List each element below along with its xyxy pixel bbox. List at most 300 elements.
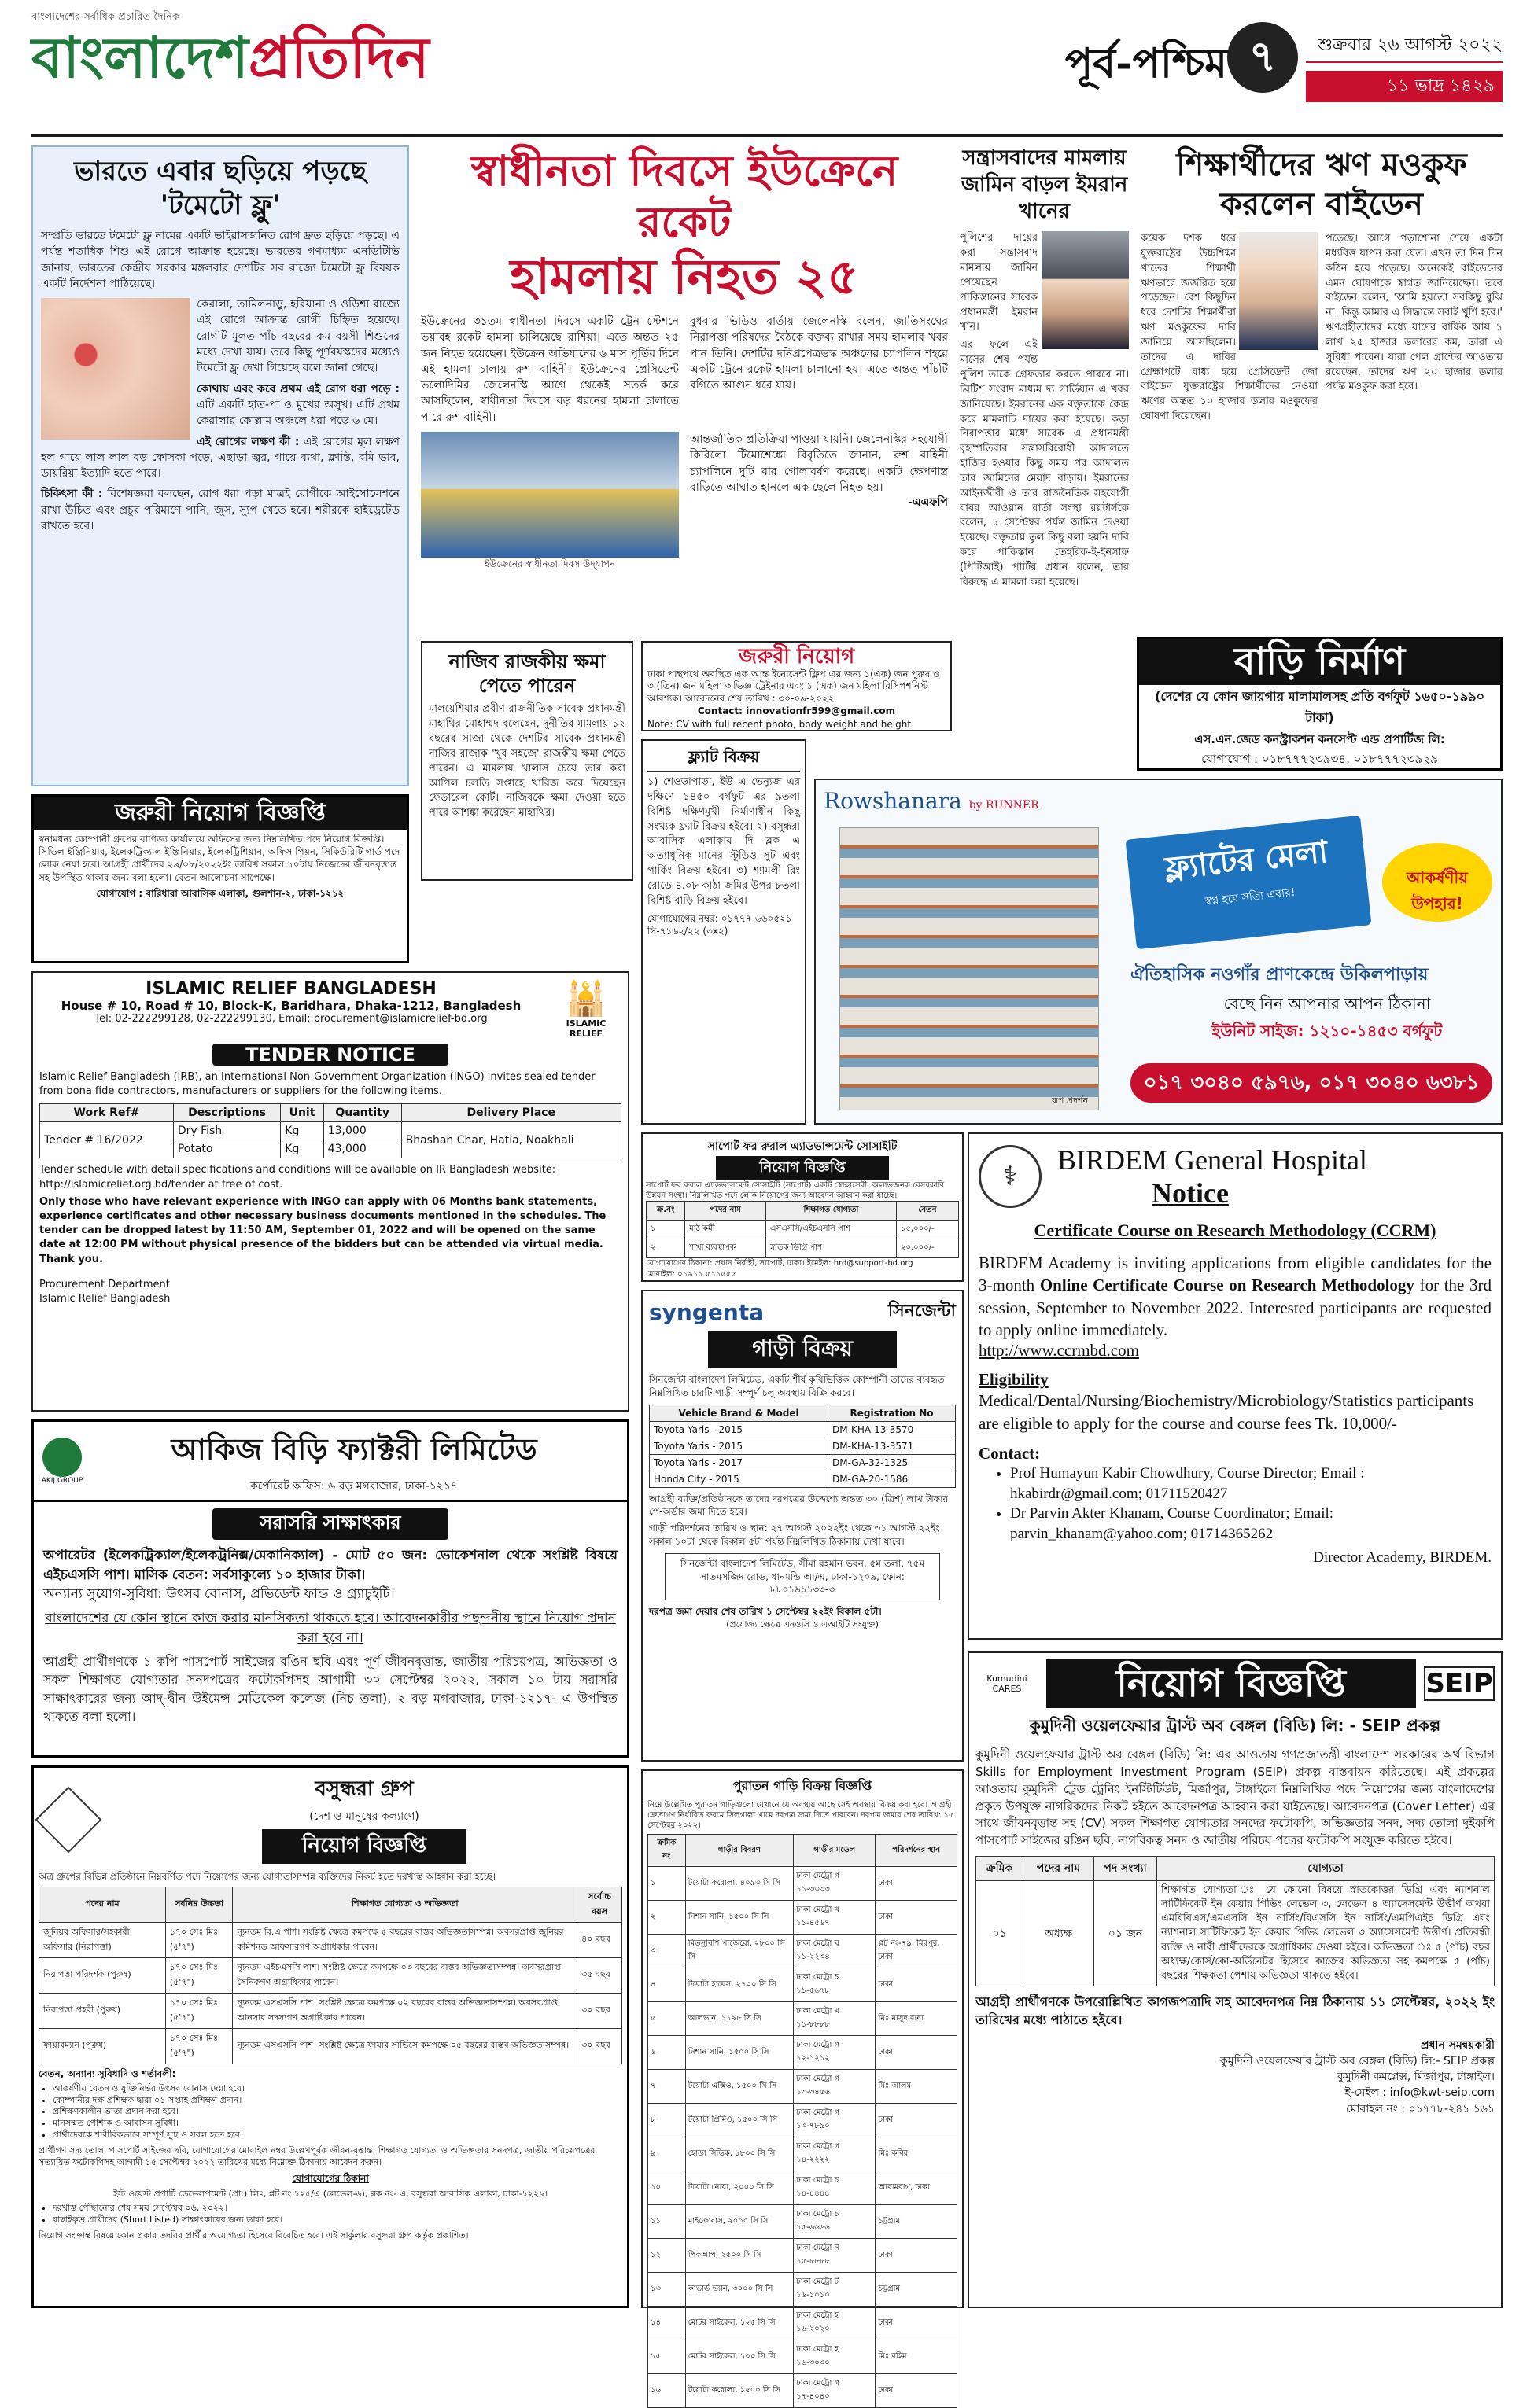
bashundhara-table bbox=[39, 1887, 622, 2064]
table-row bbox=[648, 2036, 957, 2070]
cell: ৮ bbox=[648, 2104, 686, 2137]
cell: ন্যূনতম এসএসসি পাশ। সংশ্লিষ্ট ক্ষেত্রে কমপক্ষে ০২ বছরের বাস্তব অভিজ্ঞতাসম্পন্ন। অবসরপ্রাপ্ত আনসার সদস্যগণ অগ্রাধিকার পাবেন। bbox=[233, 1993, 577, 2028]
akij-interview: সরাসরি সাক্ষাৎকার bbox=[212, 1508, 448, 1540]
support-phone: মোবাইল: ০১৯১১ ৫১১৫৫৫ bbox=[646, 1270, 736, 1279]
cell: ঢাকা মেট্রো গ ১৪-২২২২ bbox=[794, 2137, 876, 2171]
flat-fair-sub: স্বপ্ন হবে সত্যি এবার! bbox=[1204, 886, 1296, 908]
tomato-flu-article bbox=[31, 145, 409, 786]
bashundhara-logo-icon bbox=[35, 1787, 102, 1854]
cell: ১৭০ সেঃ মিঃ (৫'৭") bbox=[165, 1993, 233, 2028]
syngenta-deadline: দরপত্র জমা দেয়ার শেষ তারিখ ১ সেপ্টেম্বর ২২ইং বিকাল ৫টা। bbox=[649, 1606, 882, 1618]
cell: ৭ bbox=[648, 2070, 686, 2104]
support-contact: যোগাযোগের ঠিকানা: প্রধান নির্বাহী, সাপোর্ট, ঢাকা। ইমেইল: hrd@support-bd.org bbox=[646, 1259, 913, 1268]
seip-sign-org: কুমুদিনী ওয়েলফেয়ার ট্রাস্ট অব বেঙ্গল (বিডি) লি:- SEIP প্রকল্প bbox=[1220, 2054, 1495, 2067]
flat-sale-body: ১) শেওড়াপাড়া, ইউ এ ভেন্যুজ এর দক্ষিণে ১৪৫০ বর্গফুট এর ৯তলা বিশিষ্ট দক্ষিণমুখী নির্মাণাধীন কিছু সংখ্যক ফ্ল্যাট বিক্রয় হইবে। ২) বসুন্ধরা আবাসিক এলাকায় দি ব্লক এ অত্যাধুনিক মানের স্টুডিও সুট এবং পার্কিং বিক্রয় হইবে। ৩) শ্যামলী রিং রোডে ৪.০৮ কাঠা জমির উপর ৮তলা বিশিষ্ট বাড়ি বিক্রয় হইবে। bbox=[647, 776, 800, 907]
cell: ঢাকা bbox=[876, 1867, 957, 1901]
bashundhara-th: পদের নাম bbox=[39, 1887, 166, 1922]
ir-sign1: Procurement Department bbox=[39, 1278, 170, 1291]
cell: মাঠ কর্মী bbox=[685, 1221, 766, 1239]
table-row bbox=[648, 2070, 957, 2104]
cell: ঢাকা bbox=[876, 1968, 957, 2002]
akij-p4: আগ্রহী প্রার্থীগণকে ১ কপি পাসপোর্ট সাইজের রঙিন ছবি এবং পূর্ণ জীবনবৃত্তান্ত, জাতীয় পরিচয়পত্র, অভিজ্ঞতা ও সকল শিক্ষাগত যোগ্যতার সনদপত্রের ফটোকপিসহ আগামী ৩০ সেপ্টেম্বর ২০২২, সকাল ১০ টায় সরাসরি সাক্ষাৎকারের জন্য আদ্-দ্বীন উইমেন্স মেডিকেল কলেজ (নিচ তলা), ২ বড় মগবাজার, ঢাকা-১২১৭- এ উপস্থিত থাকতে বলা হলো। bbox=[43, 1654, 618, 1724]
ukraine-body1: ইউক্রেনের ৩১তম স্বাধীনতা দিবসে একটি ট্রেন স্টেশনে ভয়াবহ রকেট হামলা চালিয়েছে রাশিয়া। এতে অন্তত ২৫ জন নিহত হয়েছেন। ইউক্রেন অভিযানের ৬ মাস পূর্তির দিনে এই হামলা চালায় রুশ বাহিনী। ইউক্রেনের প্রেসিডেন্ট ভলোদিমির জেলেনস্কি আগে থেকেই সতর্ক করে আসছিলেন, স্বাধীনতা দিবসে বড় ধরনের হামলা চালাতে পারে রুশ বাহিনী। bbox=[421, 315, 679, 424]
bashundhara-addr-label: যোগাযোগের ঠিকানা bbox=[292, 2172, 369, 2184]
cell: ঢাকা bbox=[876, 2374, 957, 2408]
support-th: শিক্ষাগত যোগ্যতা bbox=[765, 1202, 896, 1221]
akij-ad bbox=[31, 1419, 629, 1758]
cell: মিঃ আলম bbox=[876, 2070, 957, 2104]
imran-lead: পুলিশের দায়ের করা সন্ত্রাসবাদ মামলায় জামিন পেয়েছেন পাকিস্তানের সাবেক প্রধানমন্ত্রী ইমরান খান। bbox=[960, 232, 1038, 333]
imran-article bbox=[960, 145, 1129, 798]
flat-fair-banner bbox=[1126, 816, 1372, 950]
bashundhara-th: শিক্ষাগত যোগ্যতা ও অভিজ্ঞতা bbox=[233, 1887, 577, 1922]
urgent-job-ad bbox=[641, 641, 952, 731]
cell: ঢাকা bbox=[876, 2307, 957, 2340]
bashundhara-th: সর্বনিম্ন উচ্চতা bbox=[165, 1887, 233, 1922]
cell: ঢাকা মেট্রো গ ১৩-৩৪৫৬ bbox=[794, 2070, 876, 2104]
ukraine-credit: -এএফপি bbox=[908, 496, 948, 510]
birdem-notice-title: Notice bbox=[1152, 1177, 1229, 1209]
bashundhara-benefits-title: বেতন, অন্যান্য সুবিধাদি ও শর্তাবলী: bbox=[39, 2067, 176, 2079]
syngenta-p1: আগ্রহী ব্যক্তি/প্রতিষ্ঠানকে তাদের দরপত্রের উদ্দেশ্যে অন্তত ৩০ (ত্রিশ) লাখ টাকার পে-অর্ডার জমা দিতে হবে। bbox=[649, 1493, 949, 1518]
akij-logo bbox=[39, 1438, 86, 1485]
cell: ৯ bbox=[648, 2137, 686, 2171]
table-row bbox=[650, 1438, 956, 1454]
cell: হোন্ডা সিভিক, ১৮০০ সি সি bbox=[685, 2137, 793, 2171]
ukraine-title-line1: স্বাধীনতা দিবসে ইউক্রেনে রকেট bbox=[470, 145, 898, 247]
cell: টয়োটা এক্সিও, ১৫০০ সি সি bbox=[685, 2070, 793, 2104]
cell: মোটর সাইকেল, ১২৫ সি সি bbox=[685, 2307, 793, 2340]
ir-intro: Islamic Relief Bangladesh (IRB), an International Non-Government Organization (INGO) invites sealed tender from bona fide contractors, manufacturers or suppliers for the following items. bbox=[39, 1071, 596, 1098]
ir-ref: Tender # 16/2022 bbox=[40, 1122, 174, 1158]
cell: শিক্ষাগত যোগ্যতা ঃ যে কোনো বিষয়ে স্নাতকোত্তর ডিগ্রি এবং ন্যাশনাল সার্টিফিকেট ইন কেয়ার গিভিং লেভেল ৩, লেভেল ৪ অ্যাসেসমেন্ট উত্তীর্ণ অথবা এমবিবিএস/এমএসসি ইন নার্সিং/বিএসসি ইন নার্সিং/এমপিএইচ ডিগ্রি এবং ন্যাশনাল সার্টিফিকেট ইন কেয়ার গিভিং লেভেল ৩ অ্যাসেসমেন্ট উত্তীর্ণ। প্রতিবন্ধী ব্যক্তি ও নারী প্রার্থীদেরকে অগ্রাধিকার দেওয়া হইবে। অভিজ্ঞতা ঃ ৫ (পাঁচ) বছর অধ্যক্ষ/কোর্স/কো-অর্ডিনেটর হিসেবে কাজের অভিজ্ঞতা সহ কমপক্ষে ৫ (পাঁচ) বছরের শিক্ষকতা পেশায় অভিজ্ঞতা থাকতে হইবে। bbox=[1157, 1880, 1495, 1986]
birdem-p1a: BIRDEM Academy is inviting applications from eligible candidates for the 3-month bbox=[979, 1254, 1492, 1295]
cell: কাভার্ড ভ্যান, ৩০০০ সি সি bbox=[685, 2273, 793, 2307]
table-row bbox=[648, 1935, 957, 1968]
birdem-p1c: for the 3rd session, September to November 2022. Interested participants are requested to apply online immediately. bbox=[979, 1276, 1492, 1340]
cell: মিঃ কবির bbox=[876, 2137, 957, 2171]
biden-title: শিক্ষার্থীদের ঋণ মওকুফ করলেন বাইডেন bbox=[1176, 146, 1467, 223]
akij-p2: অন্যান্য সুযোগ-সুবিধা: উৎসব বোনাস, প্রভিডেন্ট ফান্ড ও গ্র্যাচুইটি। bbox=[43, 1586, 395, 1603]
birdem-contact-label: Contact: bbox=[979, 1444, 1041, 1464]
cell: চট্টগ্রাম bbox=[876, 2205, 957, 2239]
cell: ৩ bbox=[648, 1935, 686, 1968]
ir-logo bbox=[551, 979, 621, 1039]
rowshanara-location: ঐতিহাসিক নওগাঁর প্রাণকেন্দ্রে উকিলপাড়ায় bbox=[1130, 965, 1429, 985]
seip-logo: SEIP bbox=[1424, 1666, 1495, 1701]
akij-p3: বাংলাদেশের যে কোন স্থানে কাজ করার মানসিকতা থাকতে হবে। আবেদনকারীর পছন্দনীয় স্থানে নিয়োগ প্রদান করা হবে না। bbox=[45, 1610, 616, 1646]
table-row bbox=[648, 2205, 957, 2239]
table-row bbox=[648, 2002, 957, 2036]
vehicle-th: গাড়ীর মডেল bbox=[794, 1835, 876, 1867]
rowshanara-tagline: বেছে নিন আপনার আপন ঠিকানা bbox=[1223, 994, 1431, 1013]
cell: DM-KHA-13-3570 bbox=[828, 1421, 956, 1438]
vehicle-rows bbox=[648, 1867, 957, 2408]
urgent-job-note: Note: CV with full recent photo, body weight and height bbox=[647, 719, 912, 731]
flat-sale-ad bbox=[641, 739, 806, 1125]
tomato-q1: কোথায় এবং কবে প্রথম এই রোগ ধরা পড়ে : bbox=[197, 382, 400, 396]
cell: ফায়ারম্যান (পুরুষ) bbox=[39, 2028, 166, 2064]
cell: ০১ জন bbox=[1094, 1880, 1157, 1986]
old-vehicle-sale bbox=[641, 1769, 964, 2401]
tomato-flu-title: ভারতে এবার ছড়িয়ে পড়ছে 'টমেটো ফ্লু' bbox=[74, 156, 367, 221]
table-row bbox=[647, 1221, 959, 1239]
flat-sale-title: ফ্ল্যাট বিক্রয় bbox=[647, 746, 800, 772]
support-intro: সাপোর্ট ফর রুরাল এ্যাডভান্সমেন্ট সোসাইটি (সাপোর্ট) একটি স্বেচ্ছাসেবী, অলাভজনক বেসরকারি উন্নয়ন সংস্থা। নিম্নলিখিত পদে লোক নিয়োগের জন্য আবেদন আহ্বান করা যাচ্ছে। bbox=[646, 1181, 945, 1200]
ukraine-body3: আন্তর্জাতিক প্রতিক্রিয়া পাওয়া যায়নি। জেলেনস্কির সহযোগী কিরিলো টিমোশেঙ্কো বিবৃতিতে জানান, রুশ বাহিনী চ্যাপলিনে দুটি বার গোলাবর্ষণ করেছে। একটি ক্ষেপণাস্ত্র বাড়িতে আঘাত হানলে এক ছেলে নিহত হয়। bbox=[690, 433, 948, 494]
cell: ১৬ bbox=[648, 2374, 686, 2408]
jobs-notice-title: জরুরী নিয়োগ বিজ্ঞপ্তি bbox=[34, 797, 407, 830]
syngenta-ad bbox=[641, 1290, 964, 1762]
table-row bbox=[39, 1993, 622, 2028]
birdem-elig-label: Eligibility bbox=[979, 1370, 1049, 1390]
ukraine-photo-caption: ইউক্রেনের স্বাধীনতা দিবস উদ্‌যাপন bbox=[484, 558, 616, 570]
syngenta-address: সিনজেন্টা বাংলাদেশ লিমিটেড, সীমা রহমান ভবন, ৫ম তলা, ৭৫ম সাতমসজিদ রোড, ধানমন্ডি আ/এ, ঢাকা-১২০৯, ফোন: ৮৮০১৯১১৩৩-৩ bbox=[665, 1553, 940, 1600]
ir-sign2: Islamic Relief Bangladesh bbox=[39, 1292, 171, 1305]
cell: টয়োটা নোয়া, ২০০০ সি সি bbox=[685, 2171, 793, 2205]
rowshanara-by: by RUNNER bbox=[968, 799, 1039, 812]
cell: স্নাতক ডিগ্রি পাশ bbox=[765, 1239, 896, 1258]
building-render bbox=[839, 827, 1099, 1110]
cell: ঢাকা bbox=[876, 2036, 957, 2070]
cell: DM-KHA-13-3571 bbox=[828, 1438, 956, 1454]
jobs-notice-address: যোগাযোগ : বারিধারা আবাসিক এলাকা, গুলশান-২, ঢাকা-১২১২ bbox=[96, 887, 345, 899]
cell: ঢাকা মেট্রো গ ১১-৩৩৩৩ bbox=[794, 1867, 876, 1901]
cell: ঢাকা মেট্রো খ ১১-৮৮৮৮ bbox=[794, 2002, 876, 2036]
ir-th-ref: Work Ref# bbox=[40, 1104, 174, 1122]
cell: ৩০ বছর bbox=[577, 2028, 622, 2064]
table-row bbox=[976, 1880, 1495, 1986]
table-row bbox=[648, 2137, 957, 2171]
akij-p1: অপারেটর (ইলেকট্রিক্যাল/ইলেকট্রনিক্স/মেকানিক্যাল) - মোট ৫০ জন: ভোকেশনাল থেকে সংশ্লিষ্ট বিষয়ে এইচএসসি পাশ। মাসিক বেতন: সর্বসাকুল্যে ১০ হাজার টাকা। bbox=[43, 1548, 618, 1583]
cell: ঢাকা মেট্রো ঘ ১১-২২৩৪ bbox=[794, 1935, 876, 1968]
birdem-p1b: Online Certificate Course on Research Methodology bbox=[1039, 1276, 1414, 1295]
cell: ৪০ বছর bbox=[577, 1922, 622, 1957]
list-item: • দরখাস্ত পৌঁছানোর শেষ সময় সেপ্টেম্বর ০৬, ২০২২। bbox=[53, 2203, 622, 2215]
seip-email: ই-মেইল : info@kwt-seip.com bbox=[1344, 2086, 1495, 2100]
table-row bbox=[648, 2239, 957, 2273]
ir-tender-table bbox=[39, 1103, 621, 1158]
cell: মিতসুবিশি পাজেরো, ২৮০০ সি সি bbox=[685, 1935, 793, 1968]
building-phone: যোগাযোগ : ০১৮৭৭৭২৩৯৩৪, ০১৮৭৭৭২৩৯২৯ bbox=[1201, 751, 1438, 766]
tomato-flu-qa3 bbox=[41, 486, 400, 534]
support-sub: নিয়োগ বিজ্ঞপ্তি bbox=[716, 1156, 889, 1180]
bashundhara-intro: অত্র গ্রুপের বিভিন্ন প্রতিষ্ঠানে নিম্নবর্ণিত পদে নিয়োগের জন্য যোগ্যতাসম্পন্ন ব্যক্তিদের নিকট হতে দরখাস্ত আহ্বান করা হচ্ছে। bbox=[39, 1871, 496, 1882]
cell: ঢাকা মেট্রো চ ১১-৫৬৭৮ bbox=[794, 1968, 876, 2002]
ir-tender-title: TENDER NOTICE bbox=[212, 1044, 448, 1066]
ir-th-qty: Quantity bbox=[323, 1104, 401, 1122]
akij-leaf-icon bbox=[42, 1438, 82, 1477]
birdem-sign: Director Academy, BIRDEM. bbox=[1313, 1548, 1492, 1566]
support-th: পদের নাম bbox=[685, 1202, 766, 1221]
cell: DM-GA-32-1325 bbox=[828, 1454, 956, 1471]
birdem-notice bbox=[968, 1132, 1503, 1640]
cell: ঢাকা মেট্রো ন ১৫-৮৮৮৮ bbox=[794, 2239, 876, 2273]
rowshanara-brand-name: Rowshanara bbox=[824, 788, 962, 814]
cell: ঢাকা মেট্রো খ ১১-৪৫৬৭ bbox=[794, 1901, 876, 1935]
cell: ১৪ bbox=[648, 2307, 686, 2340]
cell: ন্যূনতম বি.এ পাশ। সংশ্লিষ্ট ক্ষেত্রে কমপক্ষে ৫ বছরের বাস্তব অভিজ্ঞতাসম্পন্ন। অবসরপ্রাপ্ত জুনিয়র কমিশনড অফিসারগণ অগ্রাধিকার পাবেন। bbox=[233, 1922, 577, 1957]
cell: ন্যূনতম এইচএসসি পাশ। সংশ্লিষ্ট ক্ষেত্রে কমপক্ষে ০৩ বছরের বাস্তব অভিজ্ঞতাসম্পন্ন। অবসরপ্রাপ্ত সৈনিকগণ অগ্রাধিকার পাবেন। bbox=[233, 1957, 577, 1993]
tomato-flu-body1: সম্প্রতি ভারতে টমেটো ফ্লু নামের একটি ভাইরাসজনিত রোগ দ্রুত ছড়িয়ে পড়ছে। এ পর্যন্ত শতাধিক শিশু এই রোগে আক্রান্ত হয়েছে। ভারতের গণমাধ্যম এনডিটিভি জানায়, ভারতের কেন্দ্রীয় সরকার মঙ্গলবার দেশটির সব রাজ্যে টমেটো ফ্লু বিষয়ক একটি নির্দেশনা পাঠিয়েছে। bbox=[41, 230, 400, 290]
rowshanara-caption: রূপ প্রদর্শন bbox=[1052, 1095, 1089, 1106]
cell: টয়োটা প্রিমিও, ১৫০০ সি সি bbox=[685, 2104, 793, 2137]
vehicle-sale-intro: নিম্নে উল্লেখিত পুরাতন গাড়িগুলো যেখানে যে অবস্থায় আছে সেই অবস্থায় বিক্রয় করা হবে। আগ্রহী ক্রেতাগণ নির্ধারিত ফরমে সিলগালা খামে দরপত্র জমা দিতে পারবেন। দরপত্র জমার শেষ তারিখ: ১৫ সেপ্টেম্বর ২০২২। bbox=[647, 1801, 954, 1830]
cell: এসএসসি/এইচএসসি পাশ bbox=[765, 1221, 896, 1239]
cell: DM-GA-20-1586 bbox=[828, 1471, 956, 1487]
biden-photo bbox=[1239, 232, 1318, 350]
seip-mobile: মোবাইল নং : ০১৭৭৮-২৪১ ১৬১ bbox=[1345, 2102, 1495, 2115]
cell: ১৭০ সেঃ মিঃ (৫'৭") bbox=[165, 1922, 233, 1957]
ukraine-title-line2: হামলায় নিহত ২৫ bbox=[510, 247, 859, 305]
cell: ঢাকা মেট্রো হ ১৬-৩০৩০ bbox=[794, 2340, 876, 2374]
tomato-a2: এই রোগের মূল লক্ষণ হল গায়ে লাল লাল বড় ফোসকা পড়ে, এছাড়া জ্বর, গায়ে ব্যথা, ক্লান্তি, বমি ভাব, ডায়রিয়া ইত্যাদি হতে পারে। bbox=[41, 435, 400, 480]
cell: মাইক্রোবাস, ২০০০ সি সি bbox=[685, 2205, 793, 2239]
cell: টয়োটা করোলা, ১৫০০ সি সি bbox=[685, 2374, 793, 2408]
cell: ১০ bbox=[648, 2171, 686, 2205]
urgent-job-text: ঢাকা পান্থপথে অবস্থিত এক আন্ত ইনোসেন্ট ফ্লিপ এর জন্য ১(এক) জন পুরুষ ও ৩ (তিন) জন মহিলা অভিজ্ঞ ট্রেইনার এবং ১ (এক) জন মহিলা রিসিপশনিস্ট আবশ্যক। আবেদনের শেষ তারিখ : ৩০-০৯-২০২২ bbox=[647, 668, 941, 704]
vehicle-table bbox=[647, 1834, 957, 2408]
table-row bbox=[39, 1957, 622, 1993]
cell: ন্যূনতম এসএসসি পাশ। সংশ্লিষ্ট ক্ষেত্রে ফায়ার সার্ভিসে কমপক্ষে ০৫ বছরের বাস্তব অভিজ্ঞতাসম্পন্ন। bbox=[233, 2028, 577, 2064]
seip-th: পদ সংখ্যা bbox=[1094, 1856, 1157, 1880]
tomato-flu-body2: কেরালা, তামিলনাড়ু, হরিয়ানা ও ওড়িশা রাজ্যে এই রোগে আক্রান্ত রোগী চিহ্নিত হয়েছে। রোগটি মূলত পাঁচ বছরের কম বয়সী শিশুদের মধ্যে দেখা যায়। তবে কিছু পূর্ণবয়স্কদের মধ্যেও টমেটো ফ্লু দেখা গিয়েছে বলে জানা গেছে। bbox=[197, 298, 400, 375]
list-item: • কোম্পানীর দক্ষ প্রশিক্ষক দ্বারা ০১ সপ্তাহ প্রশিক্ষণ প্রদান। bbox=[53, 2095, 622, 2107]
urgent-job-contact: Contact: innovationfr599@gmail.com bbox=[697, 705, 896, 717]
cell: জুনিয়র অফিসার/সহকারী অফিসার (নিরাপত্তা) bbox=[39, 1922, 166, 1957]
najib-article bbox=[421, 641, 633, 881]
cell: Toyota Yaris - 2015 bbox=[650, 1421, 828, 1438]
imran-body: এর ফলে এই মাসের শেষ পর্যন্ত পুলিশ তাকে গ্রেফতার করতে পারবে না। ব্রিটিশ সংবাদ মাধ্যম দ্য গার্ডিয়ান এ খবর জানিয়েছে। ইমরানের এক বক্তৃতাকে কেন্দ্র করে মামলাটি দায়ের করা হয়েছে। কড়া নিরাপত্তার মধ্যে সাবেক এ প্রধানমন্ত্রী বৃহস্পতিবার সন্ত্রাসবিরোধী আদালতে হাজির হওয়ার কিছু সময় পর আদালত তার জামিনের মেয়াদ বাড়ায়। ইমরানের আইনজীবী ও তার রাজনৈতিক সহযোগী বাবর আওয়ান বার্তা সংস্থা রয়টার্সকে বলেন, ১ সেপ্টেম্বর পর্যন্ত জামিন দেওয়া হয়েছে। বক্তৃতায় তুল কিছু বলা হয়নি দাবি করে পাকিস্তান তেহরিক-ই-ইনসাফ (পিটিআই) পার্টির প্রধান বলেন, তার বিরুদ্ধে এ মামলা করা হয়েছে। bbox=[960, 339, 1129, 588]
cell: ৪ bbox=[648, 1968, 686, 2002]
cell: ঢাকা bbox=[876, 2239, 957, 2273]
cell: ঢাকা মেট্রো হ ১৬-২০২০ bbox=[794, 2307, 876, 2340]
syngenta-th: Registration No bbox=[828, 1405, 956, 1421]
cell: ঢাকা মেট্রো গ ১৭-৪০৪০ bbox=[794, 2374, 876, 2408]
cell: টয়োটা হায়েস, ২৭০০ সি সি bbox=[685, 1968, 793, 2002]
ir-p1: Tender schedule with detail specifications and conditions will be available on IR Bangladesh website: http://islamicrelief.org.bd/tender at free of cost. bbox=[39, 1164, 556, 1191]
cell: ১২ bbox=[648, 2239, 686, 2273]
table-row bbox=[648, 1867, 957, 1901]
ir-desc: Potato bbox=[173, 1140, 280, 1158]
seip-th: ক্রমিক bbox=[976, 1856, 1023, 1880]
birdem-elig: Medical/Dental/Nursing/Biochemistry/Microbiology/Statistics participants are eligible to apply for the course and course fees Tk. 10,000/- bbox=[979, 1391, 1474, 1433]
birdem-url-link[interactable]: http://www.ccrmbd.com bbox=[979, 1341, 1139, 1360]
ir-tel: Tel: 02-222299128, 02-222299130, Email: procurement@islamicrelief-bd.org bbox=[94, 1013, 488, 1025]
cell: ঢাকা মেট্রো ট ১৬-১০১০ bbox=[794, 2273, 876, 2307]
cell: ১ bbox=[647, 1221, 685, 1239]
ukraine-photo bbox=[421, 432, 679, 558]
tomato-q2: এই রোগের লক্ষণ কী : bbox=[197, 435, 300, 448]
syngenta-p2: গাড়ী পরিদর্শনের তারিখ ও স্থান: ২৭ আগস্ট ২০২২ইং থেকে ৩১ আগস্ট ২২ইং সকাল ১০টা থেকে বিকাল ৫টা পর্যন্ত নিম্নলিখিত ঠিকানায় দেখা যাবে। bbox=[649, 1522, 940, 1547]
cell: মিঃ মাসুদ রানা bbox=[876, 2002, 957, 2036]
cell: ১৫,০০০/- bbox=[897, 1221, 959, 1239]
bashundhara-jobs bbox=[31, 1765, 629, 2308]
support-jobs-ad bbox=[641, 1132, 964, 1282]
cell: ঢাকা bbox=[876, 1901, 957, 1935]
table-row bbox=[650, 1471, 956, 1487]
building-title: বাড়ি নির্মাণ bbox=[1139, 639, 1500, 685]
table-row bbox=[648, 2340, 957, 2374]
table-row bbox=[39, 2028, 622, 2064]
ir-desc: Dry Fish bbox=[173, 1122, 280, 1140]
birdem-p1 bbox=[979, 1252, 1492, 1341]
support-th: বেতন bbox=[897, 1202, 959, 1221]
list-item: • মানসম্মত পোশাক ও আবাসন সুবিধা। bbox=[53, 2118, 622, 2130]
cell: নিশান সানি, ১৫০০ সি সি bbox=[685, 2036, 793, 2070]
kumudini-logo: Kumudini CARES bbox=[986, 1673, 1027, 1695]
seip-sign-addr: কুমুদিনী কমপ্লেক্স, মির্জাপুর, টাঙ্গাইল। bbox=[1337, 2071, 1495, 2084]
support-th: ক্র.নং bbox=[647, 1202, 685, 1221]
cell: Toyota Yaris - 2017 bbox=[650, 1454, 828, 1471]
seip-title: নিয়োগ বিজ্ঞপ্তি bbox=[1046, 1659, 1416, 1708]
biden-col2: পড়েছে। আগে পড়াশোনা শেষে একটা মধ্যবিত্ত যাপন করা যেত। এখন তা দিন দিন কঠিন হয়ে পড়েছে। অনেকেই বাইডেনের এমন ঘোষণাকে স্বাগত জানিয়েছেন। তবে বাইডেন বলেন, 'আমি হয়তো সবকিছু বুঝি না। কিন্তু আমার এ সিদ্ধান্তে সবাই খুশি হবে।' ঋণগ্রহীতাদের মধ্যে যাদের বার্ষিক আয় ১ লাখ ২৫ হাজার ডলারের কম, তারা এ সুবিধা পাবেন। যারা পেল গ্রান্টের আওতায় রয়েছেন, তাদের ঋণ ২০ হাজার ডলার পর্যন্ত মওকুফ করা হবে। bbox=[1326, 233, 1503, 393]
birdem-contact-2: • Dr Parvin Akter Khanam, Course Coordinator; Email: parvin_khanam@yahoo.com; 01714365262 bbox=[1010, 1504, 1492, 1544]
table-row bbox=[648, 2273, 957, 2307]
table-row bbox=[648, 2374, 957, 2408]
tomato-flu-qa2 bbox=[41, 434, 400, 482]
cell: ঢাকা মেট্রো গ ১২-১২১২ bbox=[794, 2036, 876, 2070]
ir-th-place: Delivery Place bbox=[401, 1104, 621, 1122]
seip-th: যোগ্যতা bbox=[1157, 1856, 1495, 1880]
ukraine-article bbox=[421, 145, 948, 633]
section-name: পূর্ব-পশ্চিম bbox=[1064, 39, 1227, 87]
ukraine-body2: বুধবার ভিডিও বার্তায় জেলেনস্কি বলেন, জাতিসংঘের নিরাপত্তা পরিষদের বৈঠকে বক্তব্য রাখার সময় হামলার খবর পান তিনি। দেশটির দনিপ্রপেত্রভস্ক অঞ্চলের চ্যাপলিন শহরে একটি ট্রেনে রকেট হামলা চালানো হয়। এতে অন্তত পাঁচটি বগিতে আগুন ধরে যায়। bbox=[690, 315, 948, 392]
bashundhara-sub: (দেশ ও মানুষের কল্যাণে) bbox=[309, 1810, 419, 1823]
cell: আরামবাগ, ঢাকা bbox=[876, 2171, 957, 2205]
masthead bbox=[31, 9, 503, 127]
syngenta-table bbox=[649, 1405, 956, 1488]
ir-qty: 13,000 bbox=[323, 1122, 401, 1140]
seip-th: পদের নাম bbox=[1023, 1856, 1094, 1880]
cell: ১৭০ সেঃ মিঃ (৫'৭") bbox=[165, 1957, 233, 1993]
syngenta-logo-bn: সিনজেন্টা bbox=[887, 1302, 956, 1321]
building-sub: (দেশের যে কোন জায়গায় মালামালসহ প্রতি বর্গফুট ১৬৫০-১৯৯০ টাকা) bbox=[1154, 688, 1484, 725]
cell: মোটর সাইকেল, ১০০ সি সি bbox=[685, 2340, 793, 2374]
support-title: সাপোর্ট ফর রুরাল এ্যাডভান্সমেন্ট সোসাইটি bbox=[707, 1140, 898, 1153]
tomato-a1: এটি একটি হাত-পা ও মুখের অসুখ। এটি প্রথম কেরালার কোল্লাম অঞ্চলে ধরা পড়ে ৬ মে। bbox=[197, 398, 400, 428]
cell: ১৫ bbox=[648, 2340, 686, 2374]
jobs-notice-ad bbox=[31, 794, 409, 963]
syngenta-intro: সিনজেন্টা বাংলাদেশ লিমিটেড, একটি শীর্ষ কৃষিভিত্তিক কোম্পানী তাদের ব্যবহৃত নিম্নলিখিত চারটি গাড়ী সম্পূর্ণ চলু অবস্থায় বিক্রি করবে। bbox=[649, 1374, 945, 1398]
rowshanara-ad bbox=[814, 779, 1503, 1125]
table-row bbox=[39, 1922, 622, 1957]
cell: ২ bbox=[648, 1901, 686, 1935]
syngenta-footer: (প্রযোজ্য ক্ষেত্রে এনওসি ও এআইটি সংযুক্ত) bbox=[726, 1618, 879, 1629]
seip-deadline: আগ্রহী প্রার্থীগণকে উপরোল্লিখিত কাগজপত্রাদি সহ আবেদনপত্র নিম্ন ঠিকানায় ১১ সেপ্টেম্বর, ২০২২ ইং তারিখের মধ্যে পাঠাতে হইবে। bbox=[975, 1994, 1495, 2028]
cell: ১৭০ সেঃ মিঃ (৫'৭") bbox=[165, 2028, 233, 2064]
birdem-org: BIRDEM General Hospital bbox=[1057, 1144, 1367, 1176]
biden-col1: কয়েক দশক ধরে যুক্তরাষ্ট্রের উচ্চশিক্ষা খাতের শিক্ষার্থী ঋণভারে জর্জরিত হয়ে পড়েছেন। বেশ কিছুদিন ধরে দেশটির শিক্ষার্থীরা ঋণ মওকুফের দাবি জানিয়ে আসছিলেন। তাদের এ দাবির প্রেক্ষাপটে বাধ্য হয়ে প্রেসিডেন্ট জো বাইডেন যুক্তরাষ্ট্রের শিক্ষার্থীদের নেওয়া ঋণের অন্তত ১০ হাজার ডলার মওকুফের ঘোষণা দিয়েছেন। bbox=[1141, 233, 1318, 423]
vehicle-sale-title: পুরাতন গাড়ি বিক্রয় বিজ্ঞপ্তি bbox=[732, 1778, 872, 1793]
cell: আলভান, ১১৯৮ সি সি bbox=[685, 2002, 793, 2036]
bashundhara-title: বসুন্ধরা গ্রুপ bbox=[315, 1777, 414, 1801]
seip-jobs bbox=[968, 1651, 1503, 2308]
vehicle-th: গাড়ীর বিবরণ bbox=[685, 1835, 793, 1867]
cell: ২০,০০০/- bbox=[897, 1239, 959, 1258]
list-item: • প্রার্থীদেরকে শারীরিকভাবে সম্পূর্ণ সুস্থ ও সবল হতে হবে। bbox=[53, 2130, 622, 2141]
akij-sub: কর্পোরেট অফিস: ৬ বড় মগবাজার, ঢাকা-১২১৭ bbox=[249, 1480, 459, 1493]
building-ad bbox=[1137, 637, 1503, 771]
najib-title: নাজিব রাজকীয় ক্ষমা পেতে পারেন bbox=[448, 650, 606, 698]
bashundhara-notice: নিয়োগ বিজ্ঞপ্তি bbox=[262, 1829, 466, 1864]
urgent-job-title: জরুরী নিয়োগ bbox=[738, 645, 855, 668]
ir-badge: ISLAMIC RELIEF bbox=[566, 1018, 607, 1039]
rowshanara-unit: ইউনিট সাইজ: ১২১০-১৪৫৩ বর্গফুট bbox=[1211, 1022, 1443, 1040]
ir-unit: Kg bbox=[281, 1140, 323, 1158]
seip-org: কুমুদিনী ওয়েলফেয়ার ট্রাস্ট অব বেঙ্গল (বিডি) লি: - SEIP প্রকল্প bbox=[1029, 1716, 1441, 1736]
najib-body: মালয়েশিয়ার প্রবীণ রাজনীতিক সাবেক প্রধানমন্ত্রী মাহাথির মোহাম্মদ বলেছেন, দুর্নীতির মামলায় ১২ বছরের সাজা থেকে দেশটির সাবেক প্রধানমন্ত্রী নাজিব রাজাক 'খুব সহজে' রাজকীয় ক্ষমা পেতে পারেন। এ মামলায় খালাস চেয়ে তার করা আপিল চলতি সপ্তাহে খারিজ করে দিয়েছেন ফেডারেল কোর্ট। নাজিবকে ক্ষমা দেওয়া হতে পারে আশঙ্কা করেছেন মাহাথির। bbox=[429, 703, 625, 819]
building-company: এস.এন.জেড কনস্ট্রাকশন কনসেপ্ট এন্ড প্রপার্টিজ লি: bbox=[1194, 731, 1445, 746]
cell: Toyota Yaris - 2015 bbox=[650, 1438, 828, 1454]
cell: ৩০ বছর bbox=[577, 1993, 622, 2028]
ir-unit: Kg bbox=[281, 1122, 323, 1140]
cell: ৫ bbox=[648, 2002, 686, 2036]
list-item: • বাছাইকৃত প্রার্থীদের (Short Listed) সাক্ষাৎকারের জন্য ডাকা হবে। bbox=[53, 2215, 622, 2226]
header-rule bbox=[31, 134, 1503, 137]
table-row bbox=[648, 1968, 957, 2002]
date-bengali: ১১ ভাদ্র ১৪২৯ bbox=[1306, 71, 1503, 102]
logo-part1: বাংলাদেশ bbox=[31, 24, 249, 90]
rowshanara-phones: ০১৭ ৩০৪০ ৫৯৭৬, ০১৭ ৩০৪০ ৬৩৮১ bbox=[1130, 1063, 1492, 1103]
ir-qty: 43,000 bbox=[323, 1140, 401, 1158]
cell: অধ্যক্ষ bbox=[1023, 1880, 1094, 1986]
bashundhara-th: সর্বোচ্চ বয়স bbox=[577, 1887, 622, 1922]
cell: টয়োটা করোলা, ৪০৯৩ সি সি bbox=[685, 1867, 793, 1901]
table-row bbox=[648, 2104, 957, 2137]
birdem-course: Certificate Course on Research Methodology (CCRM) bbox=[1034, 1221, 1436, 1240]
mosque-icon: 🕌 bbox=[565, 979, 607, 1018]
imran-title: সন্ত্রাসবাদের মামলায় জামিন বাড়ল ইমরান খানের bbox=[961, 146, 1128, 223]
cell: ৬ bbox=[648, 2036, 686, 2070]
cell: ঢাকা মেট্রো গ ১৩-৭৮৯০ bbox=[794, 2104, 876, 2137]
list-item: • আকর্ষণীয় বেতন ও যুক্তিনির্ভর উৎসব বোনাস দেয়া হবে। bbox=[53, 2083, 622, 2095]
syngenta-logo: syngenta bbox=[649, 1299, 765, 1325]
flat-sale-code: সি-৭১৬২/২২ (৩x২) bbox=[647, 926, 728, 937]
birdem-contact-1: • Prof Humayun Kabir Chowdhury, Course Director; Email : hkabirdr@gmail.com; 01711520427 bbox=[1010, 1464, 1492, 1504]
bashundhara-addr: ইস্ট ওয়েস্ট প্রপার্টি ডেভেলপমেন্ট (প্রা:) লিঃ, প্লট নং ১২৫/এ (লেভেল-৬), ব্লক নং- এ, বসুন্ধরা আবাসিক এলাকা, ঢাকা-১২২৯। bbox=[112, 2188, 548, 2199]
syngenta-title: গাড়ী বিক্রয় bbox=[708, 1331, 897, 1368]
cell: ১১ bbox=[648, 2205, 686, 2239]
newspaper-logo bbox=[31, 26, 503, 88]
jobs-notice-body: স্বনামধন্য কোম্পানী গ্রুপের বাণিজ্য কার্যালয়ে অফিসের জন্য নিম্নলিখিত পদে নিয়োগ বিজ্ঞপ্তি। সিভিল ইঞ্জিনিয়ার, ইলেকট্রিক্যাল ইঞ্জিনিয়ার, ইলেকট্রিশিয়ান, অফিস পিয়ন, সিকিউরিটি গার্ড পদে লোক নেয়া হবে। আগ্রহী প্রার্থীদের ২৯/০৮/২০২২ইং তারিখ সকাল ১০টায় নিজেদের জীবনবৃত্তান্ত সহ উপস্থিত থাকার জন্য বলা হলো। বেতন আলোচনা সাপেক্ষে। bbox=[39, 834, 400, 883]
birdem-logo-icon: ⚕ bbox=[979, 1145, 1042, 1208]
logo-part2: প্রতিদিন bbox=[248, 24, 430, 90]
tomato-flu-photo bbox=[41, 298, 190, 440]
list-item: • প্রশিক্ষণকালীন ভাতা প্রদান করা হবে। bbox=[53, 2106, 622, 2118]
cell: নিশান সানি, ১৫০০ সি সি bbox=[685, 1901, 793, 1935]
ir-place: Bhashan Char, Hatia, Noakhali bbox=[401, 1122, 621, 1158]
rowshanara-brand bbox=[824, 788, 1039, 814]
page-number: ৭ bbox=[1227, 22, 1298, 93]
flat-sale-phone: যোগাযোগের নম্বর: ০১৭৭৭-৬৬০৫২১ bbox=[647, 912, 792, 924]
ir-address: House # 10, Road # 10, Block-K, Baridhara, Dhaka-1212, Bangladesh bbox=[61, 999, 522, 1013]
syngenta-th: Vehicle Brand & Model bbox=[650, 1405, 828, 1421]
ir-org: ISLAMIC RELIEF BANGLADESH bbox=[146, 979, 437, 999]
table-row bbox=[648, 1901, 957, 1935]
akij-title: আকিজ বিড়ি ফ্যাক্টরী লিমিটেড bbox=[171, 1432, 537, 1467]
cell: ঢাকা মেট্রো চ ১৪-৪৪৪৪ bbox=[794, 2171, 876, 2205]
cell: ঢাকা bbox=[876, 2104, 957, 2137]
vehicle-th: পরিদর্শনের স্থান bbox=[876, 1835, 957, 1867]
cell: ০১ bbox=[976, 1880, 1023, 1986]
cell: ৩৫ বছর bbox=[577, 1957, 622, 1993]
seip-body: কুমুদিনী ওয়েলফেয়ার ট্রাস্ট অব বেঙ্গল (বিডি) লি: এর আওতায় গণপ্রজাতন্ত্রী বাংলাদেশ সরকারের অর্থ বিভাগ Skills for Employment Investment Program (SEIP) প্রকল্প বাস্তবায়ন করিতেছে। এই প্রকল্পের আওতায় কুমুদিনী ট্রেড ট্রেনিং ইনস্টিটিউট, মির্জাপুর, টাঙ্গাইলে নিম্নলিখিত পদে নিয়োগের জন্য বাংলাদেশের প্রকৃত উপযুক্ত নাগরিকদের নিকট হইতে আবেদনপত্র আহ্বান করা যাইতেছে। আবেদনপত্র (Cover Letter) এর সাথে জীবনবৃত্তান্ত সহ (CV) সকল শিক্ষাগত যোগ্যতার সনদের ফটোকপি, অভিজ্ঞতার সনদ, সদ্য তোলা দুইকপি পাসপোর্ট সাইজের রঙিন ছবি, নাগরিকত্ব সনদ ও জাতীয় পরিচয় পত্রের ফটোকপি সংযুক্ত করিতে হইবে। bbox=[975, 1747, 1495, 1848]
seip-table bbox=[975, 1856, 1495, 1986]
cell: নিরাপত্তা পরিদর্শক (পুরুষ) bbox=[39, 1957, 166, 1993]
cell: ঢাকা মেট্রো চ ১৫-৬৬৬৬ bbox=[794, 2205, 876, 2239]
flat-fair-title: ফ্ল্যাটের মেলা bbox=[1163, 834, 1330, 887]
